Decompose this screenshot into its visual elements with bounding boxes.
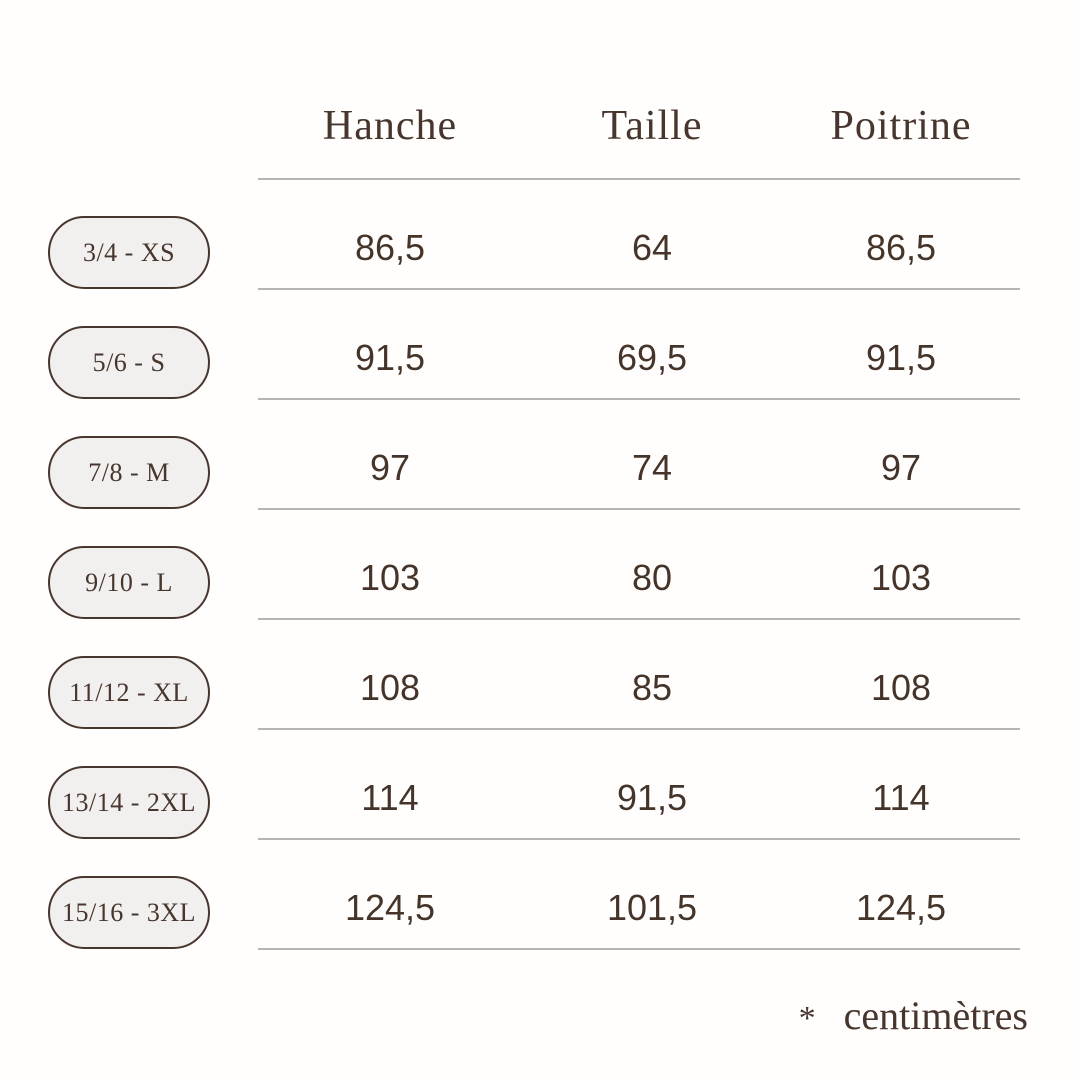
- cell-poitrine: 97: [880, 447, 922, 488]
- cell-hanche: 91,5: [354, 337, 426, 378]
- size-pill-3xl: 15/16 - 3XL: [48, 876, 210, 949]
- pill-row: [0, 288, 258, 398]
- table-row: [258, 508, 1020, 618]
- size-pill-xl: 11/12 - XL: [48, 656, 210, 729]
- size-pill-m: 7/8 - M: [48, 436, 210, 509]
- cell-taille: 91,5: [616, 777, 688, 818]
- pill-row: [0, 838, 258, 948]
- pill-row: [0, 508, 258, 618]
- size-pill-s: 5/6 - S: [48, 326, 210, 399]
- cell-hanche: 124,5: [344, 887, 436, 928]
- size-pill-xs: 3/4 - XS: [48, 216, 210, 289]
- cell-taille: 74: [631, 447, 673, 488]
- asterisk-marker: *: [798, 1000, 816, 1037]
- column-header-hanche: Hanche: [322, 103, 458, 149]
- table-row: [258, 838, 1020, 948]
- column-header-taille: Taille: [601, 103, 703, 149]
- cell-poitrine: 108: [870, 667, 932, 708]
- pill-row: [0, 178, 258, 288]
- table-row: [258, 618, 1020, 728]
- cell-poitrine: 103: [870, 557, 932, 598]
- cell-taille: 85: [631, 667, 673, 708]
- pill-row: [0, 398, 258, 508]
- cell-taille: 69,5: [616, 337, 688, 378]
- table-row: [258, 728, 1020, 838]
- cell-taille: 80: [631, 557, 673, 598]
- measurement-table: [258, 178, 1020, 950]
- cell-hanche: 86,5: [354, 227, 426, 268]
- size-pill-l: 9/10 - L: [48, 546, 210, 619]
- cell-poitrine: 114: [872, 777, 930, 818]
- cell-hanche: 114: [361, 777, 419, 818]
- cell-hanche: 108: [359, 667, 421, 708]
- unit-label: centimètres: [843, 993, 1028, 1038]
- pill-row: [0, 728, 258, 838]
- cell-hanche: 103: [359, 557, 421, 598]
- table-row: [258, 178, 1020, 288]
- table-row: [258, 398, 1020, 508]
- column-header-poitrine: Poitrine: [830, 103, 972, 149]
- pill-row: [0, 618, 258, 728]
- cell-poitrine: 124,5: [855, 887, 947, 928]
- cell-poitrine: 91,5: [865, 337, 937, 378]
- cell-taille: 101,5: [606, 887, 698, 928]
- unit-footnote: [799, 992, 1028, 1039]
- table-row: [258, 288, 1020, 398]
- column-header-row: [258, 102, 1020, 150]
- cell-hanche: 97: [369, 447, 411, 488]
- cell-taille: 64: [631, 227, 673, 268]
- cell-poitrine: 86,5: [865, 227, 937, 268]
- size-pill-column: [0, 178, 258, 948]
- size-pill-2xl: 13/14 - 2XL: [48, 766, 210, 839]
